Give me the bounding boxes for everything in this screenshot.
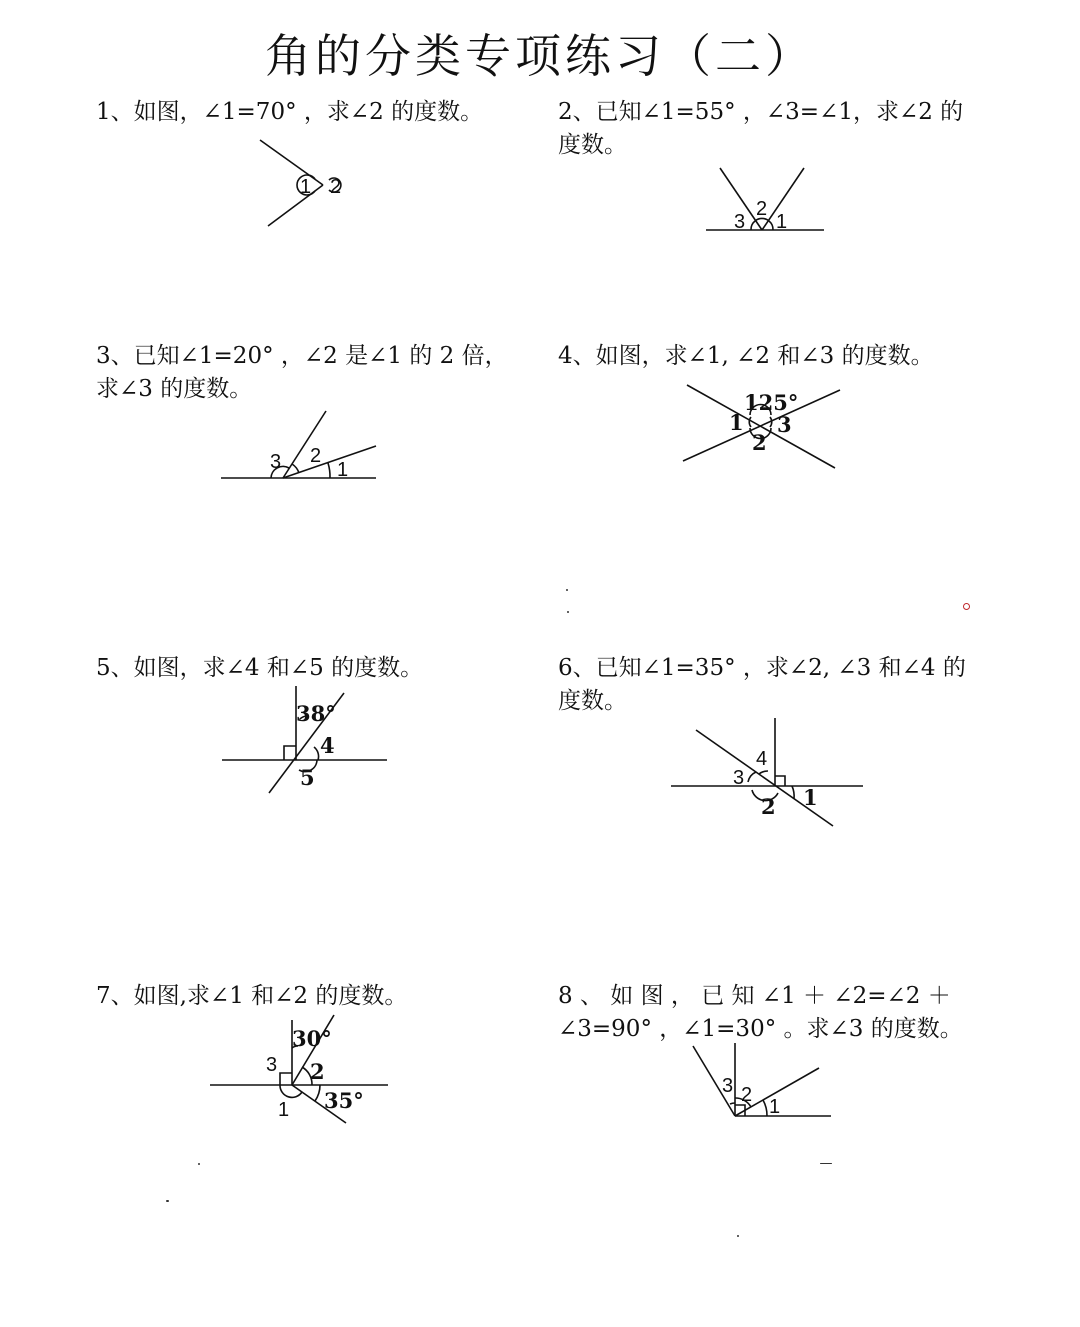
figure-7 bbox=[206, 1010, 396, 1130]
fig2-label-2: 2 bbox=[756, 198, 768, 220]
figure-8 bbox=[688, 1038, 838, 1128]
question-5-text: 5、如图，求∠4 和∠5 的度数。 bbox=[96, 655, 424, 681]
fig5-label-4: 4 bbox=[320, 733, 335, 758]
red-mark bbox=[963, 603, 970, 610]
fig3-label-2: 2 bbox=[310, 445, 322, 467]
fig4-label-125: 125° bbox=[744, 390, 799, 415]
fig7-label-35: 35° bbox=[324, 1088, 364, 1113]
question-1-text: 1、如图，∠1=70° ，求∠2 的度数。 bbox=[96, 99, 484, 125]
fig5-label-38: 38° bbox=[296, 701, 336, 726]
scan-speck bbox=[198, 1163, 200, 1165]
fig7-label-30: 30° bbox=[292, 1026, 332, 1051]
fig8-label-2: 2 bbox=[741, 1084, 753, 1106]
fig7-label-2: 2 bbox=[310, 1059, 325, 1084]
scan-speck bbox=[567, 611, 569, 613]
fig1-label-2: 2 bbox=[330, 176, 342, 198]
fig8-label-3: 3 bbox=[722, 1075, 734, 1097]
figure-3 bbox=[218, 405, 383, 487]
scan-speck bbox=[566, 589, 568, 591]
question-7-text: 7、如图,求∠1 和∠2 的度数。 bbox=[96, 983, 408, 1009]
fig6-label-3: 3 bbox=[733, 767, 745, 789]
fig1-label-1: 1 bbox=[300, 176, 312, 198]
scan-speck bbox=[737, 1235, 739, 1237]
fig7-label-1: 1 bbox=[278, 1099, 290, 1121]
fig4-label-3: 3 bbox=[777, 412, 792, 437]
fig4-label-2: 2 bbox=[752, 430, 767, 455]
question-2-text: 2、已知∠1=55° ，∠3=∠1，求∠2 的度数。 bbox=[558, 99, 964, 158]
fig6-label-2: 2 bbox=[761, 794, 776, 819]
fig2-label-3: 3 bbox=[734, 211, 746, 233]
question-3-text: 3、已知∠1=20° ，∠2 是∠1 的 2 倍，求∠3 的度数。 bbox=[96, 343, 508, 402]
figure-6 bbox=[668, 715, 868, 830]
fig4-label-1: 1 bbox=[729, 410, 744, 435]
fig8-label-1: 1 bbox=[769, 1096, 781, 1118]
fig7-label-3: 3 bbox=[266, 1054, 278, 1076]
fig6-label-1: 1 bbox=[803, 785, 818, 810]
question-4-text: 4、如图，求∠1, ∠2 和∠3 的度数。 bbox=[558, 343, 934, 369]
figure-1 bbox=[250, 130, 370, 240]
figure-5 bbox=[218, 683, 393, 798]
fig5-label-5: 5 bbox=[300, 765, 315, 790]
scan-speck bbox=[820, 1163, 832, 1164]
fig3-label-3: 3 bbox=[270, 451, 282, 473]
question-8-text: 8 、 如 图 ， 已 知 ∠1 ＋ ∠2=∠2 ＋ ∠3=90° ，∠1=30° 。求∠3 的度数。 bbox=[558, 983, 963, 1042]
fig2-label-1: 1 bbox=[776, 211, 788, 233]
fig3-label-1: 1 bbox=[337, 459, 349, 481]
figure-4 bbox=[680, 380, 845, 475]
worksheet-title: 角的分类专项练习（二） bbox=[265, 29, 815, 83]
figure-2 bbox=[700, 160, 830, 240]
fig6-label-4: 4 bbox=[756, 748, 768, 770]
question-6-text: 6、已知∠1=35° ，求∠2, ∠3 和∠4 的度数。 bbox=[558, 655, 966, 714]
scan-speck bbox=[166, 1200, 169, 1202]
